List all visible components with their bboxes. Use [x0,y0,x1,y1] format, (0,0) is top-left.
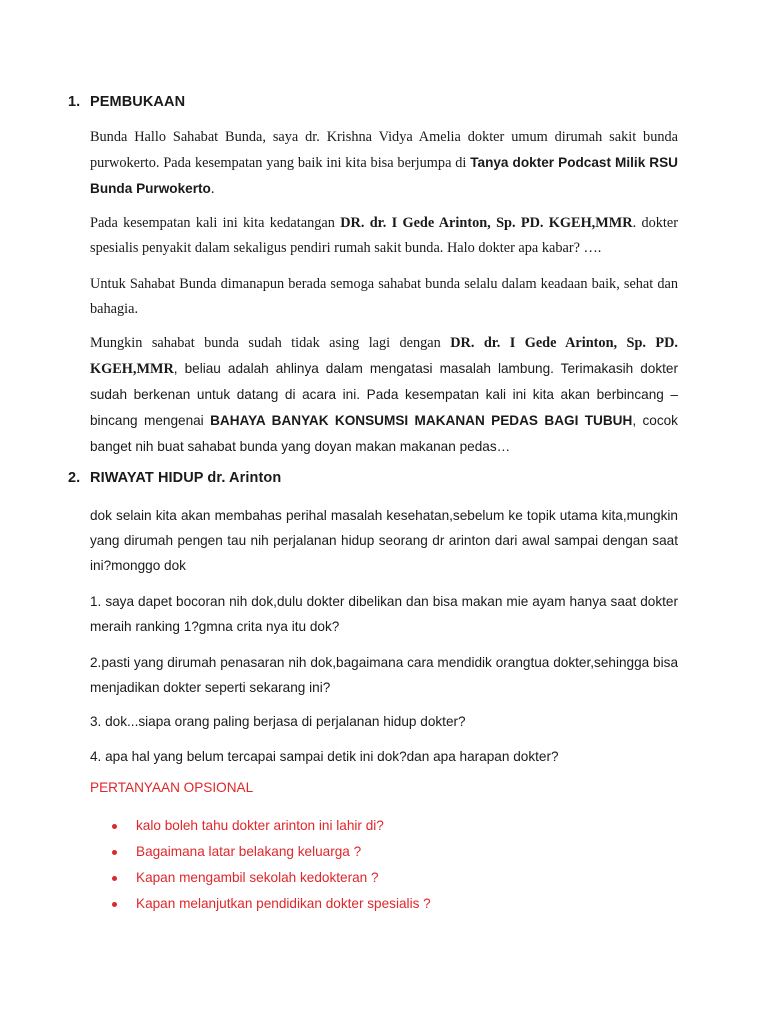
text-run: , beliau adalah ahlinya dalam mengatasi masalah lambung. Terimakasih dokter sudah berkenan untuk datang di acara ini. Pada kesempatan kali ini kita akan berbincang – bincang mengenai [90,361,678,428]
text-run: 4. apa hal yang belum tercapai sampai detik ini dok?dan apa harapan dokter? [90,749,559,764]
question-4 [90,744,678,769]
bullet-icon [112,902,117,907]
section-title: RIWAYAT HIDUP dr. Arinton [90,470,282,486]
list-item-text: kalo boleh tahu dokter arinton ini lahir di? [136,818,384,833]
section-title: PEMBUKAAN [90,94,186,110]
bold-text: DR. dr. I Gede Arinton, Sp. PD. KGEH,MMR [90,335,678,377]
text-run: Mungkin sahabat bunda sudah tidak asing lagi dengan [90,335,451,351]
bullet-icon [112,850,117,855]
list-item [112,868,431,894]
question-3 [90,709,678,734]
text-run: Pada kesempatan kali ini kita kedatangan [90,215,341,231]
section-heading-riwayat-hidup [68,470,281,486]
section-number: 2. [68,470,81,486]
paragraph-guest-intro [90,211,678,261]
paragraph-wishes [90,272,678,322]
text-run: . [210,181,215,197]
list-item [112,842,431,868]
bullet-icon [112,824,117,829]
list-item-text: Kapan mengambil sekolah kedokteran ? [136,870,379,885]
paragraph-riwayat-intro [90,503,678,578]
section-heading-pembukaan [68,94,185,110]
list-item-text: Kapan melanjutkan pendidikan dokter spesialis ? [136,896,431,911]
bold-text: DR. dr. I Gede Arinton, Sp. PD. KGEH,MMR [340,215,633,231]
question-2 [90,650,678,700]
optional-questions-title: PERTANYAAN OPSIONAL [90,780,254,795]
section-number: 1. [68,94,81,110]
bullet-icon [112,876,117,881]
text-run: Untuk Sahabat Bunda dimanapun berada semoga sahabat bunda selalu dalam keadaan baik, sehat dan bahagia. [90,276,678,317]
text-run: dok selain kita akan membahas perihal masalah kesehatan,sebelum ke topik utama kita,mungkin yang dirumah pengen tau nih perjalanan hidup seorang dr arinton dari awal sampai dengan saat ini?monggo dok [90,508,678,573]
bold-text: BAHAYA BANYAK KONSUMSI MAKANAN PEDAS BAGI TUBUH [210,413,633,428]
text-run: , cocok banget nih buat sahabat bunda yang doyan makan makanan pedas… [90,413,678,454]
text-run: . dokter spesialis penyakit dalam sekaligus pendiri rumah sakit bunda. Halo dokter apa kabar? …. [90,215,678,256]
question-1 [90,589,678,639]
text-run: Bunda Hallo Sahabat Bunda, saya dr. Krishna Vidya Amelia dokter umum dirumah sakit bunda purwokerto. Pada kesempatan yang baik ini kita bisa berjumpa di [90,129,678,171]
text-run: 2.pasti yang dirumah penasaran nih dok,bagaimana cara mendidik orangtua dokter,sehingga bisa menjadikan dokter seperti sekarang ini? [90,655,678,695]
list-item [112,894,431,920]
text-run: 1. saya dapet bocoran nih dok,dulu dokter dibelikan dan bisa makan mie ayam hanya saat dokter meraih ranking 1?gmna crita nya itu dok? [90,594,678,634]
paragraph-greeting [90,125,678,202]
list-item-text: Bagaimana latar belakang keluarga ? [136,844,362,859]
bold-text: Tanya dokter Podcast Milik RSU Bunda Purwokerto [90,155,678,196]
list-item [112,816,431,842]
optional-questions-list [112,816,431,920]
text-run: 3. dok...siapa orang paling berjasa di perjalanan hidup dokter? [90,714,466,729]
paragraph-topic [90,331,678,460]
